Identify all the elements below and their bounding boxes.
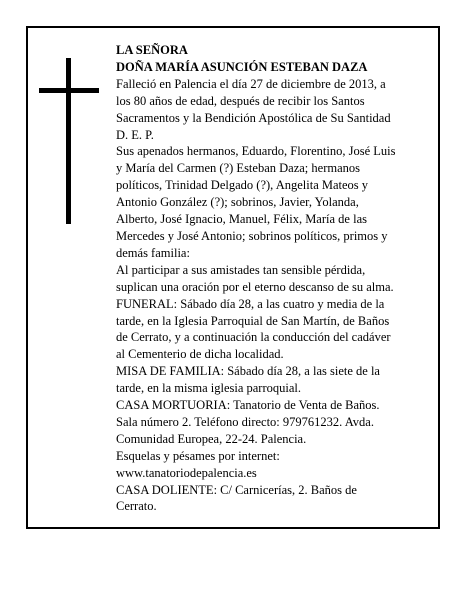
notice-line: CASA MORTUORIA: Tanatorio de Venta de Baños. xyxy=(116,398,380,413)
notice-line: FUNERAL: Sábado día 28, a las cuatro y media de la xyxy=(116,296,385,311)
notice-line: y María del Carmen (?) Esteban Daza; hermanos xyxy=(116,161,360,176)
notice-line: Antonio González (?); sobrinos, Javier, Yolanda, xyxy=(116,195,359,210)
notice-line: Al participar a sus amistades tan sensible pérdida, xyxy=(116,262,366,277)
deceased-name: DOÑA MARÍA ASUNCIÓN ESTEBAN DAZA xyxy=(116,59,368,74)
notice-line: MISA DE FAMILIA: Sábado día 28, a las siete de la xyxy=(116,364,380,379)
notice-line: Cerrato. xyxy=(116,499,157,514)
notice-line: CASA DOLIENTE: C/ Carnicerías, 2. Baños de xyxy=(116,482,357,497)
notice-line: suplican una oración por el eterno descanso de su alma. xyxy=(116,279,394,294)
website-address: www.tanatoriodepalencia.es xyxy=(116,465,257,480)
notice-line: Sus apenados hermanos, Eduardo, Florentino, José Luis xyxy=(116,144,396,159)
notice-line: tarde, en la misma iglesia parroquial. xyxy=(116,381,302,396)
notice-line: D. E. P. xyxy=(116,127,154,142)
notice-text xyxy=(116,42,434,515)
notice-line: demás familia: xyxy=(116,245,190,260)
notice-line: los 80 años de edad, después de recibir los Santos xyxy=(116,93,365,108)
obituary-notice xyxy=(26,26,440,529)
notice-line: Sala número 2. Teléfono directo: 979761232. Avda. xyxy=(116,414,374,429)
notice-line: Comunidad Europea, 22-24. Palencia. xyxy=(116,431,307,446)
cross-horizontal-bar xyxy=(39,88,99,93)
notice-line: Sacramentos y la Bendición Apostólica de Su Santidad xyxy=(116,110,391,125)
notice-line: Esquelas y pésames por internet: xyxy=(116,448,280,463)
notice-title: LA SEÑORA xyxy=(116,43,188,57)
latin-cross-icon xyxy=(28,28,108,228)
notice-line: de Cerrato, y a continuación la conducción del cadáver xyxy=(116,330,391,345)
notice-line: tarde, en la Iglesia Parroquial de San Martín, de Baños xyxy=(116,313,390,328)
notice-line: al Cementerio de dicha localidad. xyxy=(116,347,284,362)
notice-line: Alberto, José Ignacio, Manuel, Félix, María de las xyxy=(116,212,367,227)
notice-line: Falleció en Palencia el día 27 de diciembre de 2013, a xyxy=(116,76,386,91)
notice-line: políticos, Trinidad Delgado (?), Angelita Mateos y xyxy=(116,178,369,193)
notice-line: Mercedes y José Antonio; sobrinos políticos, primos y xyxy=(116,228,388,243)
cross-vertical-bar xyxy=(66,58,71,224)
